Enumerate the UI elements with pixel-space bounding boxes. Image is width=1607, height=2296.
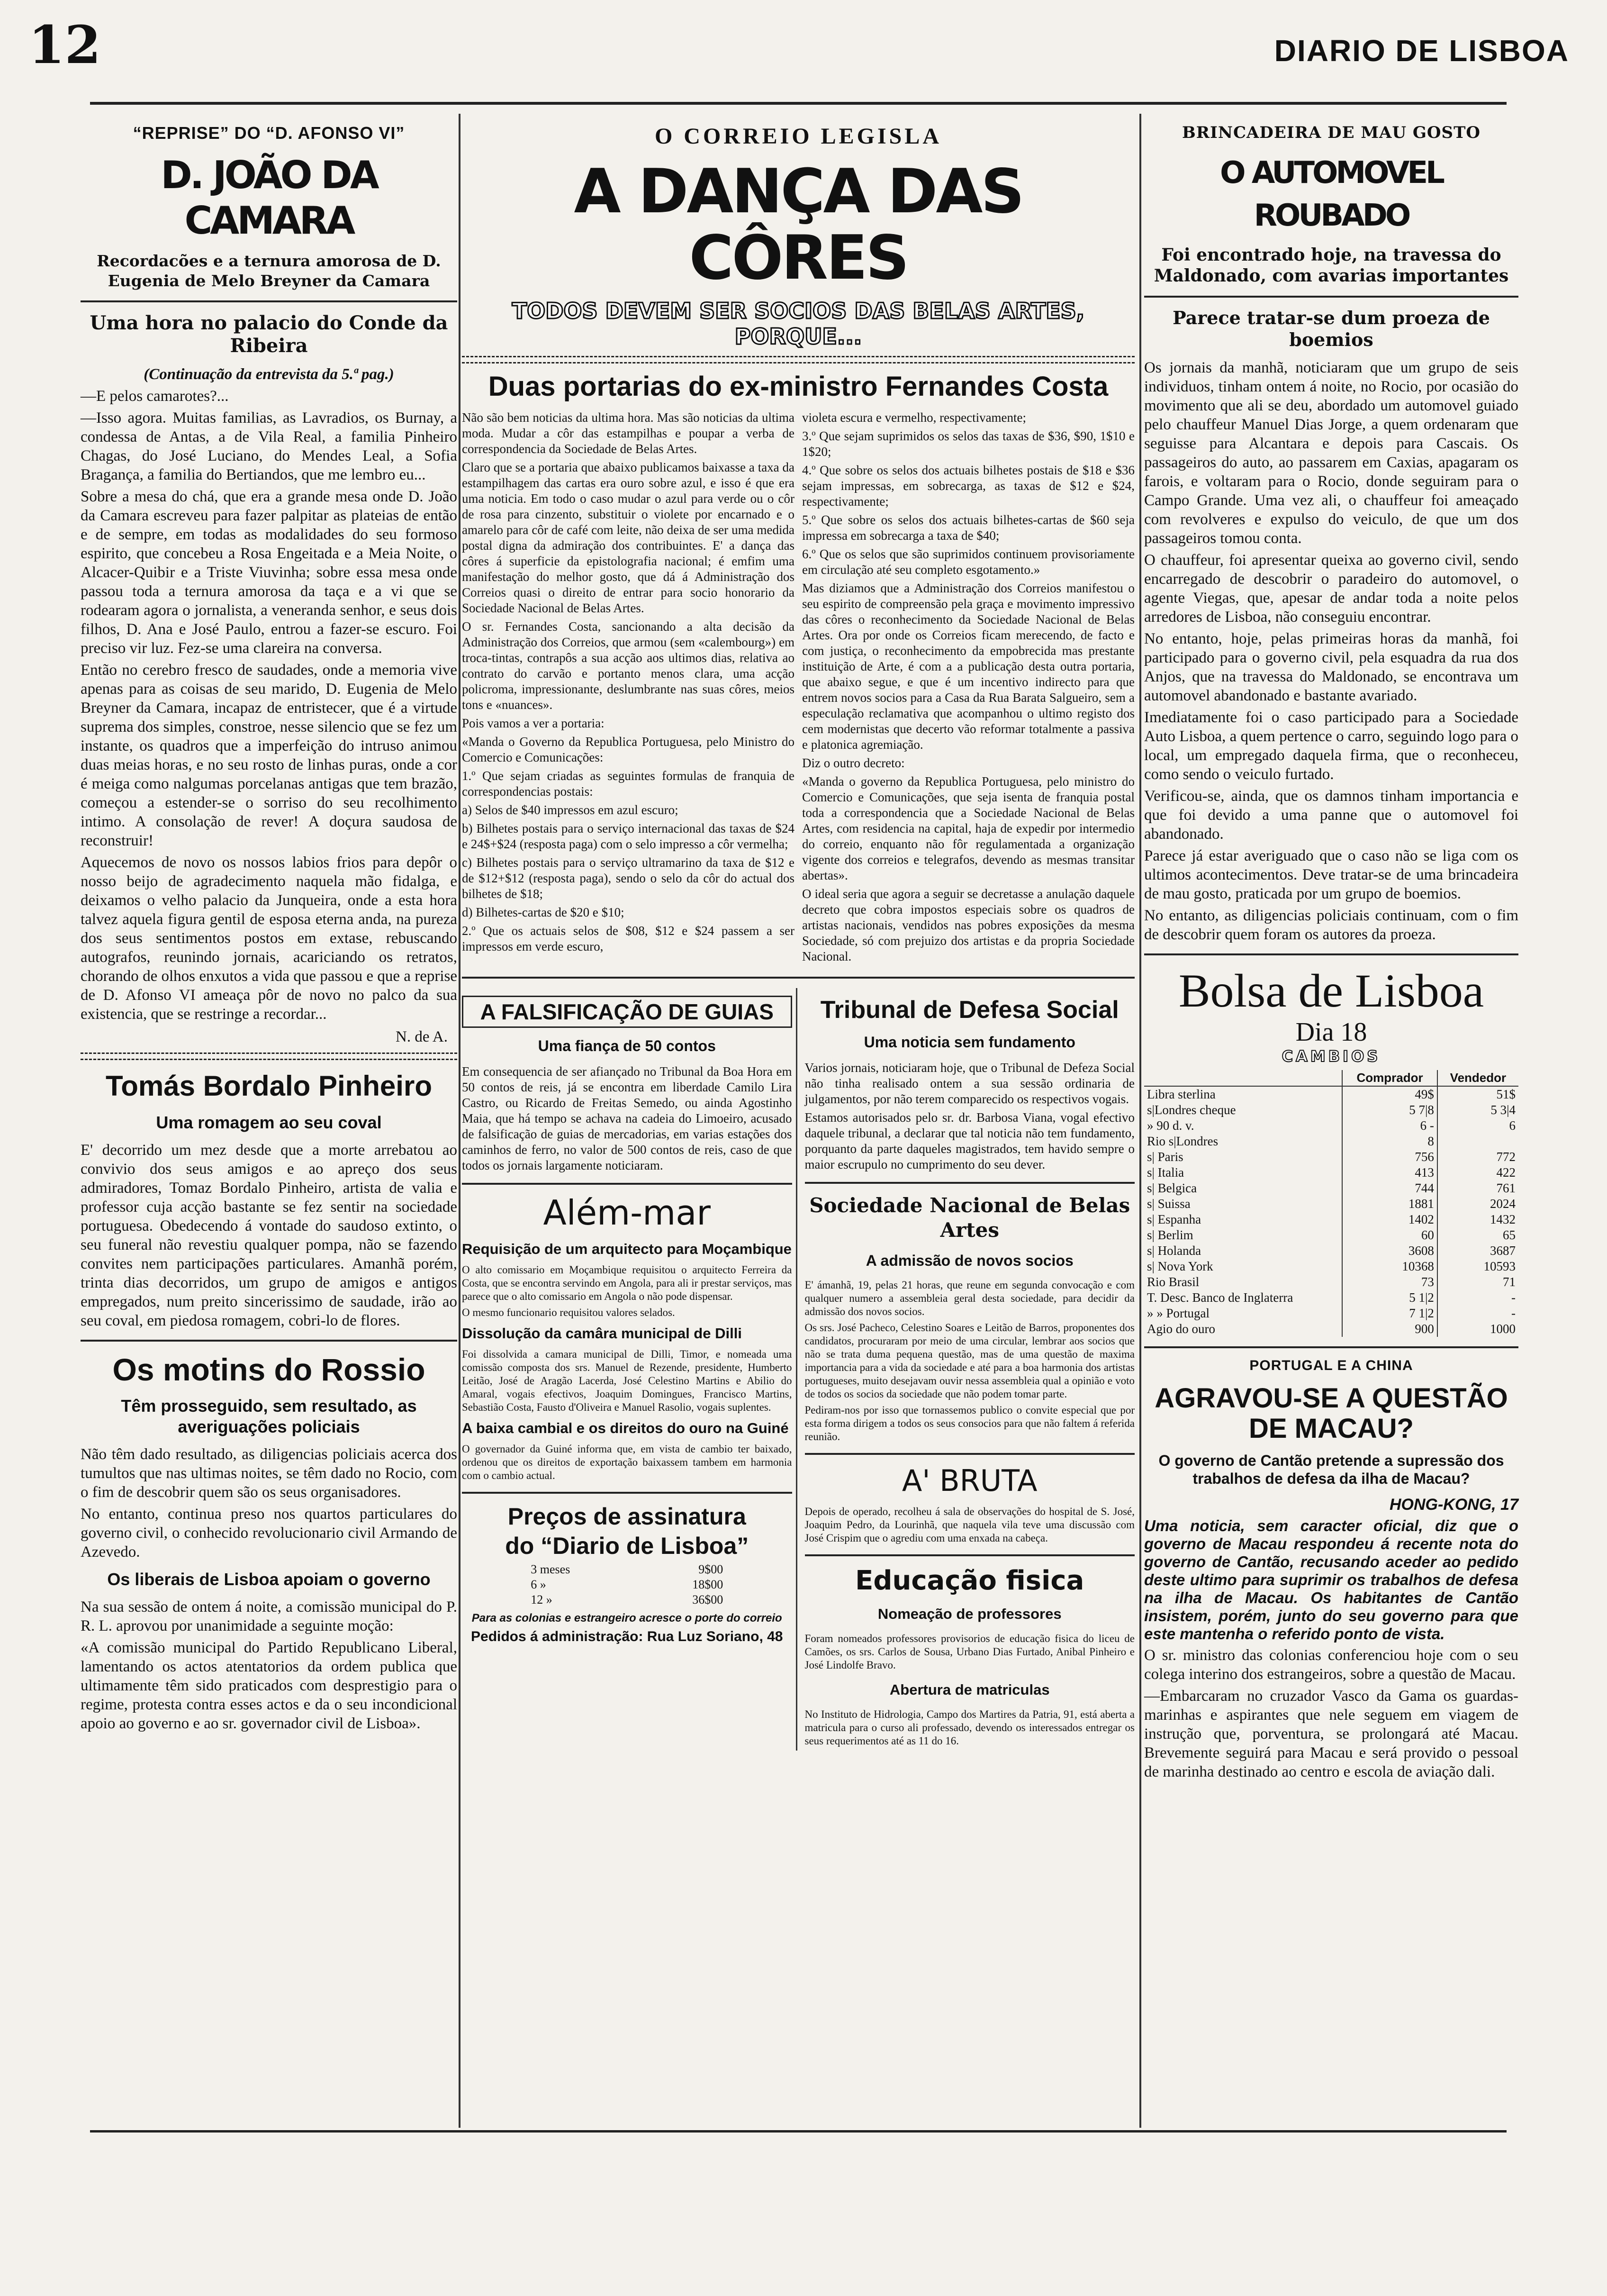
paragraph: Varios jornais, noticiaram hoje, que o Tribunal de Defeza Social não tinha realisado ontem a sua sessão ordinaria de julgamentos, por não terem comparecido os respectivos vogais. xyxy=(804,1061,1135,1106)
exchange-rows xyxy=(1144,1086,1518,1337)
paragraph: Não são bem noticias da ultima hora. Mas são noticias da ultima moda. Mudar a côr das estampilhas e poupar a verba de correspondencia da Sociedade de Belas Artes. xyxy=(462,410,794,456)
exchange-row xyxy=(1144,1118,1518,1134)
paragraph: —E pelos camarotes?... xyxy=(81,388,229,405)
price-value: 9$00 xyxy=(698,1562,723,1576)
signature: N. de A. xyxy=(396,1028,448,1045)
column-header: Comprador xyxy=(1342,1070,1437,1086)
paragraph: E' decorrido um mez desde que a morte arrebatou ao convivio dos seus amigos e ao apreço dos seus admiradores, Tomaz Bordalo Pinheiro, artista de valia e professor cuja acção bastante se fez sentir na sociedade portuguesa. Obedecendo á vontade do saudoso extinto, o seu funeral não revestiu qualquer pompa, não se fazendo convites nem participações particulares. Amanhã porém, trinta dias decorridos, um grupo de amigos e antigos empregados, num preito sincerissimo de saudade, irão ao seu coval, em piedosa romagem, cobri-lo de flores. xyxy=(81,1142,457,1329)
rule xyxy=(1144,1346,1518,1348)
exchange-row xyxy=(1144,1212,1518,1227)
sell-rate: 6 xyxy=(1437,1118,1518,1134)
exchange-row xyxy=(1144,1180,1518,1196)
column-2 xyxy=(462,114,1135,1751)
paragraph: Diz o outro decreto: xyxy=(802,756,905,770)
sell-rate: 772 xyxy=(1437,1149,1518,1165)
paragraph: 6.º Que os selos que são suprimidos continuem provisoriamente em circulação até seu completo esgotamento.» xyxy=(802,547,1135,577)
bolsa-title: Bolsa de Lisboa xyxy=(1178,964,1484,1017)
sell-rate: 3687 xyxy=(1437,1243,1518,1259)
sell-rate: 1432 xyxy=(1437,1212,1518,1227)
paragraph: E' ámanhã, 19, pelas 21 horas, que reune em segunda convocação e com qualquer numero a assembleia geral desta sociedade, para decidir da admissão dos novos socios. xyxy=(804,1279,1135,1317)
currency-label: » 90 d. v. xyxy=(1147,1118,1194,1133)
exchange-row xyxy=(1144,1196,1518,1212)
paragraph: Pois vamos a ver a portaria: xyxy=(462,716,605,730)
buy-rate: 7 1|2 xyxy=(1342,1306,1437,1321)
headline: Tomás Bordalo Pinheiro xyxy=(106,1070,432,1102)
sell-rate xyxy=(1437,1134,1518,1149)
lower-columns xyxy=(462,988,1135,1751)
buy-rate: 60 xyxy=(1342,1227,1437,1243)
exchange-row xyxy=(1144,1321,1518,1337)
subhead: Uma noticia sem fundamento xyxy=(864,1034,1075,1051)
sell-rate: 422 xyxy=(1437,1165,1518,1180)
bottom-rule xyxy=(90,2130,1507,2133)
currency-label: Rio s|Londres xyxy=(1147,1134,1219,1148)
lower-right xyxy=(805,988,1135,1751)
exchange-row xyxy=(1144,1290,1518,1306)
price-value: 36$00 xyxy=(692,1593,723,1606)
buy-rate: 49$ xyxy=(1342,1086,1437,1102)
subhead: Têm prosseguido, sem resultado, as averiguações policiais xyxy=(121,1396,417,1436)
paragraph: —Isso agora. Muitas familias, as Lavradios, os Burnay, a condessa de Antas, a de Vila Real, a familia Pinheiro Chagas, do José Luciano, do Mendes Leal, a Sofia Bragança, a familia do Bertiandos, que me lembro eu... xyxy=(81,409,457,483)
paragraph: No Instituto de Hidrologia, Campo dos Martires da Patria, 91, está aberta a matricula para o curso ali professado, devendo os interessados entregar os seus requerimentos até as 11 do 16. xyxy=(804,1708,1135,1747)
buy-rate: 5 7|8 xyxy=(1342,1102,1437,1118)
rule xyxy=(462,977,1135,979)
subhead: Os liberais de Lisboa apoiam o governo xyxy=(107,1570,431,1589)
buy-rate: 73 xyxy=(1342,1274,1437,1290)
paragraph: Mas diziamos que a Administração dos Correios manifestou o seu espirito de compreensão pela graça e movimento impressivo das côres o reconhecimento da Sociedade Nacional de Belas Artes. Ora por onde os Correios ficam merecendo, de facto e com justiça, o reconhecimento da empobrecida mas prestante instituição de Arte, é com a a publicação desta outra portaria, que abaixo segue, e que é um incentivo indirecto para que entrem novos socios para a Casa da Rua Barata Salgueiro, sem a especulação reclamativa que acompanhou o ultimo registo dos cem modernistas que decerto vão reformar totalmente a passiva e platonica agremiação. xyxy=(802,581,1135,752)
paragraph: 4.º Que sobre os selos dos actuais bilhetes postais de $18 e $36 sejam impressas, em sobrecarga, as taxas de $12 e $24, respectivamente; xyxy=(802,463,1135,508)
paragraph: 1.º Que sejam criadas as seguintes formulas de franquia de correspondencias postais: xyxy=(462,769,794,799)
paragraph: O governador da Guiné informa que, em vista de cambio ter baixado, ordenou que os direitos de exportação baixassem tambem em harmonia com o cambio actual. xyxy=(462,1443,792,1481)
currency-label: s| Nova York xyxy=(1147,1259,1213,1273)
buy-rate: 1881 xyxy=(1342,1196,1437,1212)
rule xyxy=(81,300,457,302)
subhead: Nomeação de professores xyxy=(877,1606,1062,1622)
rule xyxy=(81,1340,457,1342)
currency-label: s| Belgica xyxy=(1147,1181,1197,1195)
subhead: Requisição de um arquitecto para Moçambique xyxy=(462,1241,792,1257)
note: (Continuação da entrevista da 5.ª pag.) xyxy=(144,366,394,383)
subhead: Abertura de matriculas xyxy=(889,1681,1050,1698)
currency-label: » » Portugal xyxy=(1147,1306,1210,1320)
paragraph: c) Bilhetes postais para o serviço ultramarino da taxa de $12 e de $12+$12 (resposta paga), sendo o selo da côr do actual dos bilhetes de $18; xyxy=(462,855,794,901)
exchange-row xyxy=(1144,1102,1518,1118)
paragraph: Foi dissolvida a camara municipal de Dilli, Timor, e nomeada uma comissão composta dos srs. Manuel de Rezende, presidente, Humberto Leitão, José de Aragão Lacerda, José Celestino Martins e Abilio do Amaral, vogais efectivos, Joaquim Domingues, Francisco Martins, Sebastião Costa, Fausto d'Oliveira e Manuel Rasolio, vogais suplentes. xyxy=(462,1348,792,1413)
bolsa-day: Dia 18 xyxy=(1295,1017,1367,1047)
headline: A FALSIFICAÇÃO DE GUIAS xyxy=(462,996,792,1028)
headline: O AUTOMOVEL ROUBADO xyxy=(1220,155,1443,233)
paragraph: d) Bilhetes-cartas de $20 e $10; xyxy=(462,905,624,919)
headline: Educação fisica xyxy=(855,1565,1084,1596)
exchange-row xyxy=(1144,1149,1518,1165)
buy-rate: 900 xyxy=(1342,1321,1437,1337)
headline: do “Diario de Lisboa” xyxy=(505,1533,749,1559)
exchange-row xyxy=(1144,1165,1518,1180)
buy-rate: 744 xyxy=(1342,1180,1437,1196)
paragraph: Então no cerebro fresco de saudades, onde a memoria vive apenas para as coisas de seu marido, D. Eugenia de Melo Breyner da Camara, incapaz de entristecer, que é a virtude suprema dos simples, constroe, nesse silencio que se fez um instante, os quadros que a imperfeição do intruso animou duas meias horas, e no seu rosto de linhas puras, onde a cor é meiga como nalgumas porcelanas antigas que tem brazão, começou a estender-se o sorriso do seu recolhimento intimo. A consolação de rever! A doçura saudosa de reconstruir! xyxy=(81,662,457,849)
paragraph: Uma noticia, sem caracter oficial, diz que o governo de Macau respondeu á recente nota do governo de Cantão, recusando aceder ao pedido deste ultimo para suprimir os trabalhos de defesa na ilha de Macau. Os habitantes de Cantão insistem, porém, junto do seu governo para que este mantenha o referido ponto de vista. xyxy=(1144,1517,1518,1643)
headline: Os motins do Rossio xyxy=(112,1352,425,1387)
paragraph: O alto comissario em Moçambique requisitou o arquitecto Ferreira da Costa, que se encontra servindo em Angola, para ali ir prestar serviços, mas parece que o alto comissario em Angola o não pode dispensar. xyxy=(462,1264,792,1302)
rule xyxy=(805,1453,1135,1455)
paragraph: O chauffeur, foi apresentar queixa ao governo civil, sendo encarregado de descobrir o paradeiro do automovel, o agente Viegas, que, apesar de andar toda a noite pelos arredores de Lisboa, não conseguiu encontrar. xyxy=(1144,552,1518,626)
currency-label: s| Berlim xyxy=(1147,1228,1193,1242)
sell-rate: 1000 xyxy=(1437,1321,1518,1337)
paragraph: Em consequencia de ser afiançado no Tribunal da Boa Hora em 50 contos de reis, já se encontra em liberdade Camilo Lira Castro, ou Ricardo de Freitas Semedo, ou ainda Agostinho Maia, que há tempo se achava na cadeia do Limoeiro, acusado de falsificação de guias de mercadorias, em varias estações dos caminhos de ferro, no valor de 500 contos de reis, caso de que todos os jornais largamente noticiaram. xyxy=(462,1064,792,1172)
paragraph: No entanto, as diligencias policiais continuam, com o fim de descobrir quem foram os autores da proeza. xyxy=(1144,907,1518,943)
buy-rate: 6 - xyxy=(1342,1118,1437,1134)
paragraph: No entanto, hoje, pelas primeiras horas da manhã, foi participado para o governo civil, pela esquadra da rua dos Anjos, que na travessa do Maldonado, se encontrava um automovel abandonado e bastante avariado. xyxy=(1144,630,1518,704)
sell-rate: 71 xyxy=(1437,1274,1518,1290)
headline: A DANÇA DAS CÔRES xyxy=(574,156,1023,293)
column-header: Vendedor xyxy=(1437,1070,1518,1086)
paragraph: a) Selos de $40 impressos em azul escuro; xyxy=(462,803,678,817)
currency-label: s| Paris xyxy=(1147,1150,1183,1164)
price-label: 12 » xyxy=(531,1593,552,1606)
rule xyxy=(1144,296,1518,298)
address: Pedidos á administração: Rua Luz Soriano, 48 xyxy=(471,1629,783,1644)
price-label: 6 » xyxy=(531,1578,546,1591)
rule xyxy=(462,1492,792,1494)
exchange-table xyxy=(1144,1070,1518,1337)
subhead: O governo de Cantão pretende a supressão dos trabalhos de defesa da ilha de Macau? xyxy=(1158,1452,1504,1487)
paragraph: violeta escura e vermelho, respectivamente; xyxy=(802,410,1027,425)
subhead: Dissolução da camâra municipal de Dilli xyxy=(462,1325,742,1342)
top-rule xyxy=(90,102,1507,105)
exchange-row xyxy=(1144,1086,1518,1102)
subhead: Uma romagem ao seu coval xyxy=(156,1113,382,1132)
headline: Sociedade Nacional de Belas Artes xyxy=(809,1194,1130,1242)
price-label: 3 meses xyxy=(531,1562,570,1576)
currency-label: s| Italia xyxy=(1147,1165,1184,1180)
sell-rate: 2024 xyxy=(1437,1196,1518,1212)
buy-rate: 413 xyxy=(1342,1165,1437,1180)
sell-rate: - xyxy=(1437,1290,1518,1306)
exchange-row xyxy=(1144,1134,1518,1149)
currency-label: s| Holanda xyxy=(1147,1243,1201,1258)
rule xyxy=(805,1554,1135,1556)
dateline: HONG-KONG, 17 xyxy=(1389,1496,1518,1514)
price-table xyxy=(528,1562,726,1607)
paragraph: Aquecemos de novo os nossos labios frios para depôr o nosso beijo de agradecimento naquela mão fidalga, e deixamos o velho palacio da Junqueira, onde a esta hora talvez aquela figura gentil de esposa eterna anda, na pureza dos seus sentimentos postos em extase, rebuscando autografos, reunindo jornais, acariciando os retratos, chorando de olhos enxutos a vida que passou e que a reprise de D. Afonso VI ameaça pôr de novo no palco da sua existencia, que se restringe a recordar... xyxy=(81,854,457,1023)
rule xyxy=(81,1053,457,1060)
headline: AGRAVOU-SE A QUESTÃO DE MACAU? xyxy=(1155,1383,1508,1444)
paragraph: Não têm dado resultado, as diligencias policiais acerca dos tumultos que nas ultimas noites, se têm dado no Rocio, com o fim de descobrir quem são os seus organisadores. xyxy=(81,1446,457,1501)
paragraph: Estamos autorisados pelo sr. dr. Barbosa Viana, vogal efectivo daquele tribunal, a declarar que tal noticia não tem fundamento, porquanto da parte daqueles magistrados, tem havido sempre o maior escrupulo no cumprimento do seu dever. xyxy=(804,1110,1135,1171)
exchange-row xyxy=(1144,1274,1518,1290)
currency-label: Agio do ouro xyxy=(1147,1322,1215,1336)
exchange-row xyxy=(1144,1259,1518,1274)
paragraph: Os jornais da manhã, noticiaram que um grupo de seis individuos, tinham ontem á noite, no Rocio, por ocasião do movimento que ali se deu, abordado um automovel guiado pelo chauffeur Manuel Dias Jorge, a quem ordenaram que seguisse para Alcantara e depois para Cascais. Os passageiros do auto, ao passarem em Caxias, apagaram os farois, e voltaram para o Rocio, donde seguiram para o Campo Grande. Uma vez ali, o chauffeur foi ameaçado com revolveres e expulso do veiculo, de que um dos passageiros tomou conta. xyxy=(1144,359,1518,547)
paragraph: Depois de operado, recolheu á sala de observações do hospital de S. José, Joaquim Pedro, da Lourinhã, que naquela vila teve uma discussão com José Crispim que o agrediu com uma enxada na cabeça. xyxy=(804,1506,1135,1544)
kicker: PORTUGAL E A CHINA xyxy=(1249,1358,1413,1373)
exchange-row xyxy=(1144,1243,1518,1259)
paragraph: O mesmo funcionario requisitou valores selados. xyxy=(462,1307,675,1318)
paragraph: Foram nomeados professores provisorios de educação fisica do liceu de Camões, os srs. Carlos de Sousa, Urbano Dias Furtado, Anibal Pinheiro e José Lindolfe Bravo. xyxy=(804,1633,1135,1671)
article-left xyxy=(462,410,794,967)
paragraph: O sr. Fernandes Costa, sancionando a alta decisão da Administração dos Correios, que armou (sem «calembourg») em troca-tintas, contrapôs a sua acção aos ultimos dias, relativa ao contrato do carvão e portanto menos clara, uma acção policroma, impressionante, deslumbrante nas suas côres, meios tons e «nuances». xyxy=(462,619,794,712)
page-number: 12 xyxy=(28,14,101,75)
currency-label: Rio Brasil xyxy=(1147,1275,1200,1289)
column-divider xyxy=(459,114,460,2128)
sell-rate: - xyxy=(1437,1306,1518,1321)
paragraph: «Manda o Governo da Republica Portuguesa, pelo Ministro do Comercio e Comunicações: xyxy=(462,735,794,764)
subhead: Uma fiança de 50 contos xyxy=(538,1037,716,1054)
currency-label: s|Londres cheque xyxy=(1147,1103,1236,1117)
column-3 xyxy=(1144,114,1518,1784)
currency-label: s| Suissa xyxy=(1147,1197,1191,1211)
buy-rate: 3608 xyxy=(1342,1243,1437,1259)
column-divider xyxy=(1139,114,1141,2128)
headline: Além-mar xyxy=(543,1193,711,1233)
sell-rate: 5 3|4 xyxy=(1437,1102,1518,1118)
paragraph: Imediatamente foi o caso participado para a Sociedade Auto Lisboa, a quem pertence o carro, seguindo logo para o local, um empregado daquela firma, que o reconheceu, como sendo o veiculo furtado. xyxy=(1144,709,1518,783)
buy-rate: 756 xyxy=(1342,1149,1437,1165)
paragraph: 5.º Que sobre os selos dos actuais bilhetes-cartas de $60 seja impressa em sobrecarga a taxa de $40; xyxy=(802,513,1135,543)
paragraph: «A comissão municipal do Partido Republicano Liberal, lamentando os actos atentatorios da ordem publica que ultimamente têm sido praticados com desprestigio para o regime, protesta contra esses actos e da o seu incondicional apoio ao governo e ao sr. governador civil de Lisboa». xyxy=(81,1639,457,1732)
currency-label: T. Desc. Banco de Inglaterra xyxy=(1147,1290,1293,1305)
paragraph: —Embarcaram no cruzador Vasco da Gama os guardas-marinhas e aspirantes que nele seguem em viagem de instrução que, porventura, se prolongará até Macau. Brevemente seguirá para Macau e será provido o pessoal de marinha destinado ao centro e escola de aviação dali. xyxy=(1144,1688,1518,1780)
paragraph: Pediram-nos por isso que tornassemos publico o convite especial que por esta forma dirigem a todos os seus consocios para que não faltem á referida reunião. xyxy=(804,1404,1135,1443)
paragraph: O ideal seria que agora a seguir se decretasse a anulação daquele decreto que cobra impostos especiais sobre os quadros de artistas nacionais, vendidos nas pobres exposições da mesma Sociedade, só com prejuizo dos artistas e da propria Sociedade Nacional. xyxy=(802,887,1135,963)
paragraph: 3.º Que sejam suprimidos os selos das taxas de $36, $90, 1$10 e 1$20; xyxy=(802,429,1135,459)
paragraph: Verificou-se, ainda, que os damnos tinham importancia e que foi devido a uma panne que o automovel foi abandonado. xyxy=(1144,788,1518,843)
paragraph: No entanto, continua preso nos quartos particulares do governo civil, o conhecido revolucionario civil Armando de Azevedo. xyxy=(81,1506,457,1561)
exchange-row xyxy=(1144,1306,1518,1321)
sell-rate: 51$ xyxy=(1437,1086,1518,1102)
sell-rate: 761 xyxy=(1437,1180,1518,1196)
deck: Foi encontrado hoje, na travessa do Maldonado, com avarias importantes xyxy=(1154,245,1509,286)
kicker: “REPRISE” DO “D. AFONSO VI” xyxy=(133,123,405,143)
rule xyxy=(1144,953,1518,955)
buy-rate: 1402 xyxy=(1342,1212,1437,1227)
paragraph: b) Bilhetes postais para o serviço internacional das taxas de $24 e 24$+$24 (resposta paga) com o selo impresso a côr vermelha; xyxy=(462,821,794,851)
rule xyxy=(462,356,1135,363)
paragraph: Parece já estar averiguado que o caso não se liga com os ultimos acontecimentos. Deve tratar-se de uma brincadeira de mau gosto, praticada por um grupo de boemios. xyxy=(1144,847,1518,902)
rule xyxy=(805,1182,1135,1184)
subhead: A baixa cambial e os direitos do ouro na Guiné xyxy=(462,1420,789,1436)
paragraph: O sr. ministro das colonias conferenciou hoje com o seu colega interino dos estrangeiros, sobre a questão de Macau. xyxy=(1144,1647,1518,1683)
sell-rate: 10593 xyxy=(1437,1259,1518,1274)
lower-left xyxy=(462,988,797,1751)
headline: Tribunal de Defesa Social xyxy=(820,996,1119,1024)
paragraph: Os srs. José Pacheco, Celestino Soares e Leitão de Barros, proponentes dos candidatos, procuraram por meio de uma circular, lembrar aos socios que não se trata duma pequena questão, mas de uma questão de maxima importancia para a vida da sociedade e até para a boa harmonia dos artistas portugueses, muito desejavam ouvir nessa assembleia qual a opinião e voto de todos os socios da sociedade que não podem tomar parte. xyxy=(804,1322,1135,1400)
bolsa-cambios: CAMBIOS xyxy=(1282,1047,1381,1065)
sell-rate: 65 xyxy=(1437,1227,1518,1243)
paragraph: Sobre a mesa do chá, que era a grande mesa onde D. João da Camara escreveu para fazer palpitar as plateias de então e de sempre, em todas as modalidades do seu formoso espirito, que concebeu a Rosa Engeitada e a Meia Noite, o Alcacer-Quibir e a Triste Viuvinha; sobre essa mesa onde passou toda a ternura amorosa da taça e a vi que se rodearam agora o jornalista, a veneranda senhor, e seus dois filhos, D. Ana e José Paulo, entrou a fazer-se escuro. Foi preciso vir luz. Fez-se uma clareira na conversa. xyxy=(81,488,457,657)
rule xyxy=(462,1183,792,1185)
paragraph: 2.º Que os actuais selos de $08, $12 e $24 passem a ser impressos em verde escuro, xyxy=(462,924,794,953)
headline: A' BRUTA xyxy=(902,1463,1038,1498)
buy-rate: 5 1|2 xyxy=(1342,1290,1437,1306)
kicker: BRINCADEIRA DE MAU GOSTO xyxy=(1182,123,1481,142)
paragraph: Na sua sessão de ontem á noite, a comissão municipal do P. R. L. aprovou por unanimidade a seguinte moção: xyxy=(81,1598,457,1634)
buy-rate: 10368 xyxy=(1342,1259,1437,1274)
price-note: Para as colonias e estrangeiro acresce o porte do correio xyxy=(471,1612,782,1624)
article-columns xyxy=(462,410,1135,967)
kicker: O CORREIO LEGISLA xyxy=(654,124,942,149)
masthead: DIARIO DE LISBOA xyxy=(1274,34,1569,68)
exchange-row xyxy=(1144,1227,1518,1243)
deck: Recordacões e a ternura amorosa de D. Eugenia de Melo Breyner da Camara xyxy=(97,252,441,290)
column-1 xyxy=(81,114,457,1736)
deck: TODOS DEVEM SER SOCIOS DAS BELAS ARTES, PORQUE... xyxy=(512,298,1085,349)
article-right xyxy=(802,410,1135,967)
subhead: Parece tratar-se dum proeza de boemios xyxy=(1173,307,1490,350)
headline: D. JOÃO DA CAMARA xyxy=(161,153,377,243)
subhead: A admissão de novos socios xyxy=(866,1252,1074,1269)
headline: Preços de assinatura xyxy=(507,1503,746,1530)
subhead: Uma hora no palacio do Conde da Ribeira xyxy=(90,312,448,357)
paragraph: Claro que se a portaria que abaixo publicamos baixasse a taxa da estampilhagem das cartas era ouro sobre azul, e isso é que era uma noticia. Em todo o caso mudar o azul para verde ou o côr de rosa para cinzento, substituir o violete por encarnado e o amarelo para côr de café com leite, não deixa de ser uma medida postal digna da admiração dos contribuintes. E' a dança das côres á superficie da epistolografia nacional; é emfim uma manifestação do melhor gosto, que dá á Administração dos Correios quasi o direito de entrar para socio honorario da Sociedade Nacional de Belas Artes. xyxy=(462,460,794,615)
price-value: 18$00 xyxy=(692,1578,723,1591)
currency-label: s| Espanha xyxy=(1147,1212,1201,1226)
subhead: Duas portarias do ex-ministro Fernandes Costa xyxy=(488,371,1109,402)
currency-label: Libra sterlina xyxy=(1147,1087,1216,1101)
buy-rate: 8 xyxy=(1342,1134,1437,1149)
paragraph: «Manda o governo da Republica Portuguesa, pelo ministro do Comercio e Comunicações, que seja isenta de franquia postal toda a correspondencia que a Sociedade Nacional de Belas Artes, com residencia na capital, haja de expedir por intermedio do correio, enquanto não fôr regulamentada a organização vigente dos correios e telegrafos, devendo as mesmas transitar abertas». xyxy=(802,774,1135,882)
